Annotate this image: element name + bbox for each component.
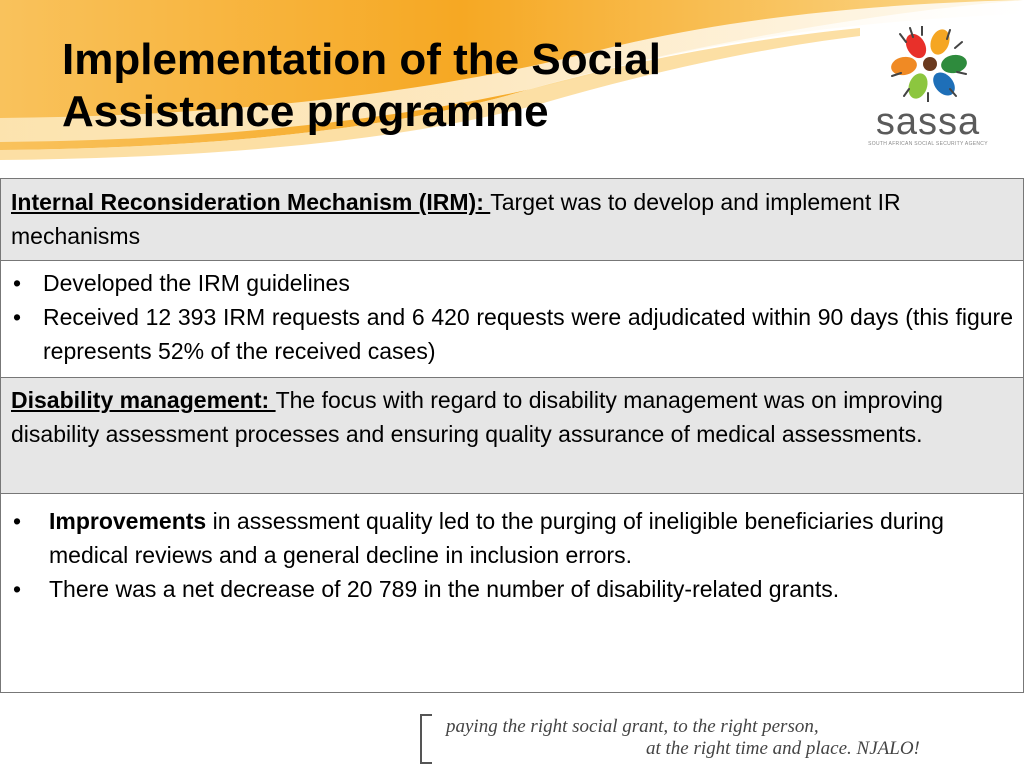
- irm-bullets-row: [1, 261, 1023, 378]
- logo-wordmark: sassa: [875, 101, 981, 143]
- list-item: [11, 504, 1013, 572]
- bullet-text: There was a net decrease of 20 789 in the number of disability-related grants.: [49, 576, 840, 602]
- irm-header-row: [1, 179, 1023, 261]
- list-item: [11, 572, 1013, 606]
- slide-title: [62, 34, 862, 138]
- content-table: [0, 178, 1024, 693]
- disability-bullet-list: [11, 504, 1013, 606]
- disability-header-text: [11, 383, 1013, 451]
- sassa-logo: [862, 26, 994, 152]
- tagline-line-2: at the right time and place. NJALO!: [646, 738, 920, 759]
- bullet-icon: •: [13, 576, 22, 602]
- irm-header-text: [11, 185, 1013, 253]
- disability-bullets-row: [1, 494, 1023, 693]
- list-item: [11, 300, 1013, 368]
- tagline-line-1: paying the right social grant, to the right person,: [446, 716, 819, 737]
- logo-subtitle: SOUTH AFRICAN SOCIAL SECURITY AGENCY: [868, 141, 988, 147]
- bullet-icon: •: [13, 304, 22, 330]
- title-line-1: Implementation of the Social: [62, 35, 661, 84]
- disability-header-row: [1, 378, 1023, 494]
- bracket-icon: [420, 714, 432, 764]
- title-line-2: Assistance programme: [62, 87, 549, 136]
- bullet-text: in assessment quality led to the purging of ineligible beneficiaries during medical reviews and a general decline in inclusion errors.: [49, 508, 944, 568]
- bullet-text: Developed the IRM guidelines: [43, 270, 350, 296]
- hands-logo-icon: [862, 26, 994, 102]
- irm-bullet-list: [11, 266, 1013, 368]
- bullet-text: Received 12 393 IRM requests and 6 420 requests were adjudicated within 90 days (this figure represents 52% of the received cases): [43, 304, 1013, 364]
- list-item: [11, 266, 1013, 300]
- disability-focus-text: The focus with regard to disability management was on improving disability assessment processes and ensuring quality assurance of medical assessments.: [11, 387, 943, 447]
- bullet-bold-text: Improvements: [49, 508, 207, 534]
- bullet-icon: •: [13, 508, 22, 534]
- disability-label: Disability management:: [11, 387, 276, 413]
- bullet-icon: •: [13, 270, 22, 296]
- irm-label: Internal Reconsideration Mechanism (IRM):: [11, 189, 491, 215]
- irm-target-text: Target was to develop and implement IR mechanisms: [11, 189, 901, 249]
- footer-tagline: [420, 712, 1020, 764]
